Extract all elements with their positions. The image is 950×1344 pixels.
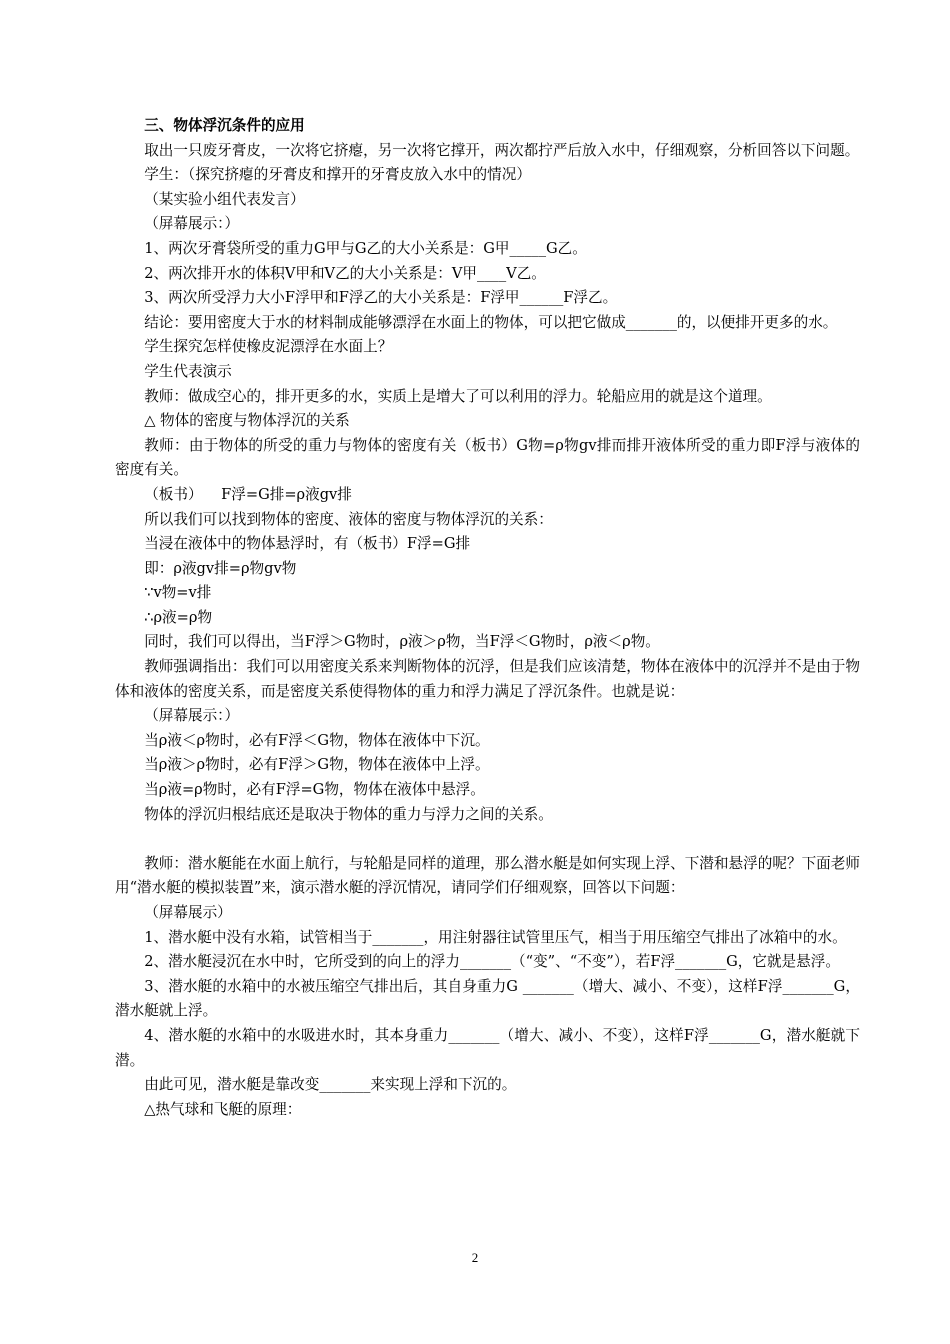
paragraph: 物体的浮沉归根结底还是取决于物体的重力与浮力之间的关系。 (144, 805, 553, 823)
condition-line: 当ρ液＜ρ物时，必有F浮＜G物，物体在液体中下沉。 (144, 731, 490, 749)
paragraph: （屏幕展示） (144, 904, 232, 921)
paragraph: （屏幕展示：） (144, 215, 240, 233)
section-heading: 三、物体浮沉条件的应用 (144, 117, 305, 134)
paragraph: （某实验小组代表发言） (144, 190, 305, 208)
formula-line: （板书） F浮=G排=ρ液gv排 (144, 485, 352, 503)
subsection-heading: △ 物体的密度与物体浮沉的关系 (144, 412, 350, 430)
blank-line (115, 827, 860, 852)
paragraph: 当浸在液体中的物体悬浮时，有（板书）F浮=G排 (144, 535, 471, 553)
paragraph: 取出一只废牙膏皮，一次将它挤瘪，另一次将它撑开，两次都拧严后放入水中，仔细观察，分析回答以下问题。 (144, 141, 860, 159)
question-item: 1、两次牙膏袋所受的重力G甲与G乙的大小关系是：G甲_____G乙。 (144, 239, 587, 257)
question-item: 4、潜水艇的水箱中的水吸进水时，其本身重力_______（增大、减小、不变），这样F浮_______G，潜水艇就下潜。 (115, 1026, 860, 1069)
paragraph: 学生：（探究挤瘪的牙膏皮和撑开的牙膏皮放入水中的情况） (144, 166, 531, 184)
paragraph: 教师：由于物体的所受的重力与物体的密度有关（板书）G物=ρ物gv排而排开液体所受的重力即F浮与液体的密度有关。 (115, 436, 860, 479)
paragraph: 教师：做成空心的，排开更多的水，实质上是增大了可以利用的浮力。轮船应用的就是这个道理。 (144, 387, 772, 405)
question-item: 3、潜水艇的水箱中的水被压缩空气排出后，其自身重力G _______（增大、减小、不变），这样F浮_______G，潜水艇就上浮。 (115, 977, 860, 1020)
paragraph: 同时，我们可以得出，当F浮＞G物时，ρ液＞ρ物，当F浮＜G物时，ρ液＜ρ物。 (144, 633, 660, 651)
paragraph: 学生探究怎样使橡皮泥漂浮在水面上？ (144, 338, 393, 356)
subsection-heading: △热气球和飞艇的原理： (144, 1100, 302, 1118)
page-number: 2 (471, 1250, 479, 1265)
paragraph: （屏幕展示：） (144, 707, 240, 725)
paragraph: 教师强调指出：我们可以用密度关系来判断物体的沉浮，但是我们应该清楚，物体在液体中的沉浮并不是由于物体和液体的密度关系，而是密度关系使得物体的重力和浮力满足了浮沉条件。也就是说： (115, 658, 860, 700)
document-body (115, 114, 860, 1122)
condition-line: 当ρ液＞ρ物时，必有F浮＞G物，物体在液体中上浮。 (144, 756, 490, 774)
paragraph: 所以我们可以找到物体的密度、液体的密度与物体浮沉的关系： (144, 510, 553, 528)
paragraph: 教师：潜水艇能在水面上航行，与轮船是同样的道理，那么潜水艇是如何实现上浮、下潜和悬浮的呢？下面老师用“潜水艇的模拟装置”来，演示潜水艇的浮沉情况，请同学们仔细观察，回答以下问题： (115, 854, 860, 897)
question-item: 2、两次排开水的体积V甲和V乙的大小关系是：V甲____V乙。 (144, 264, 546, 282)
condition-line: 当ρ液=ρ物时，必有F浮=G物，物体在液体中悬浮。 (144, 781, 485, 799)
question-item: 1、潜水艇中没有水箱，试管相当于_______，用注射器往试管里压气，相当于用压缩空气排出了冰箱中的水。 (144, 928, 847, 946)
formula-line: ∵v物=v排 (144, 584, 212, 602)
formula-line: 即：ρ液gv排=ρ物gv物 (144, 559, 297, 577)
paragraph: 由此可见，潜水艇是靠改变_______来实现上浮和下沉的。 (144, 1076, 517, 1094)
paragraph: 学生代表演示 (144, 362, 232, 380)
paragraph: 结论：要用密度大于水的材料制成能够漂浮在水面上的物体，可以把它做成_______的，以便排开更多的水。 (144, 313, 838, 331)
question-item: 2、潜水艇浸沉在水中时，它所受到的向上的浮力_______（“变”、“不变”），若F浮_______G，它就是悬浮。 (144, 953, 840, 971)
formula-line: ∴ρ液=ρ物 (144, 608, 213, 626)
question-item: 3、两次所受浮力大小F浮甲和F浮乙的大小关系是：F浮甲______F浮乙。 (144, 289, 618, 307)
